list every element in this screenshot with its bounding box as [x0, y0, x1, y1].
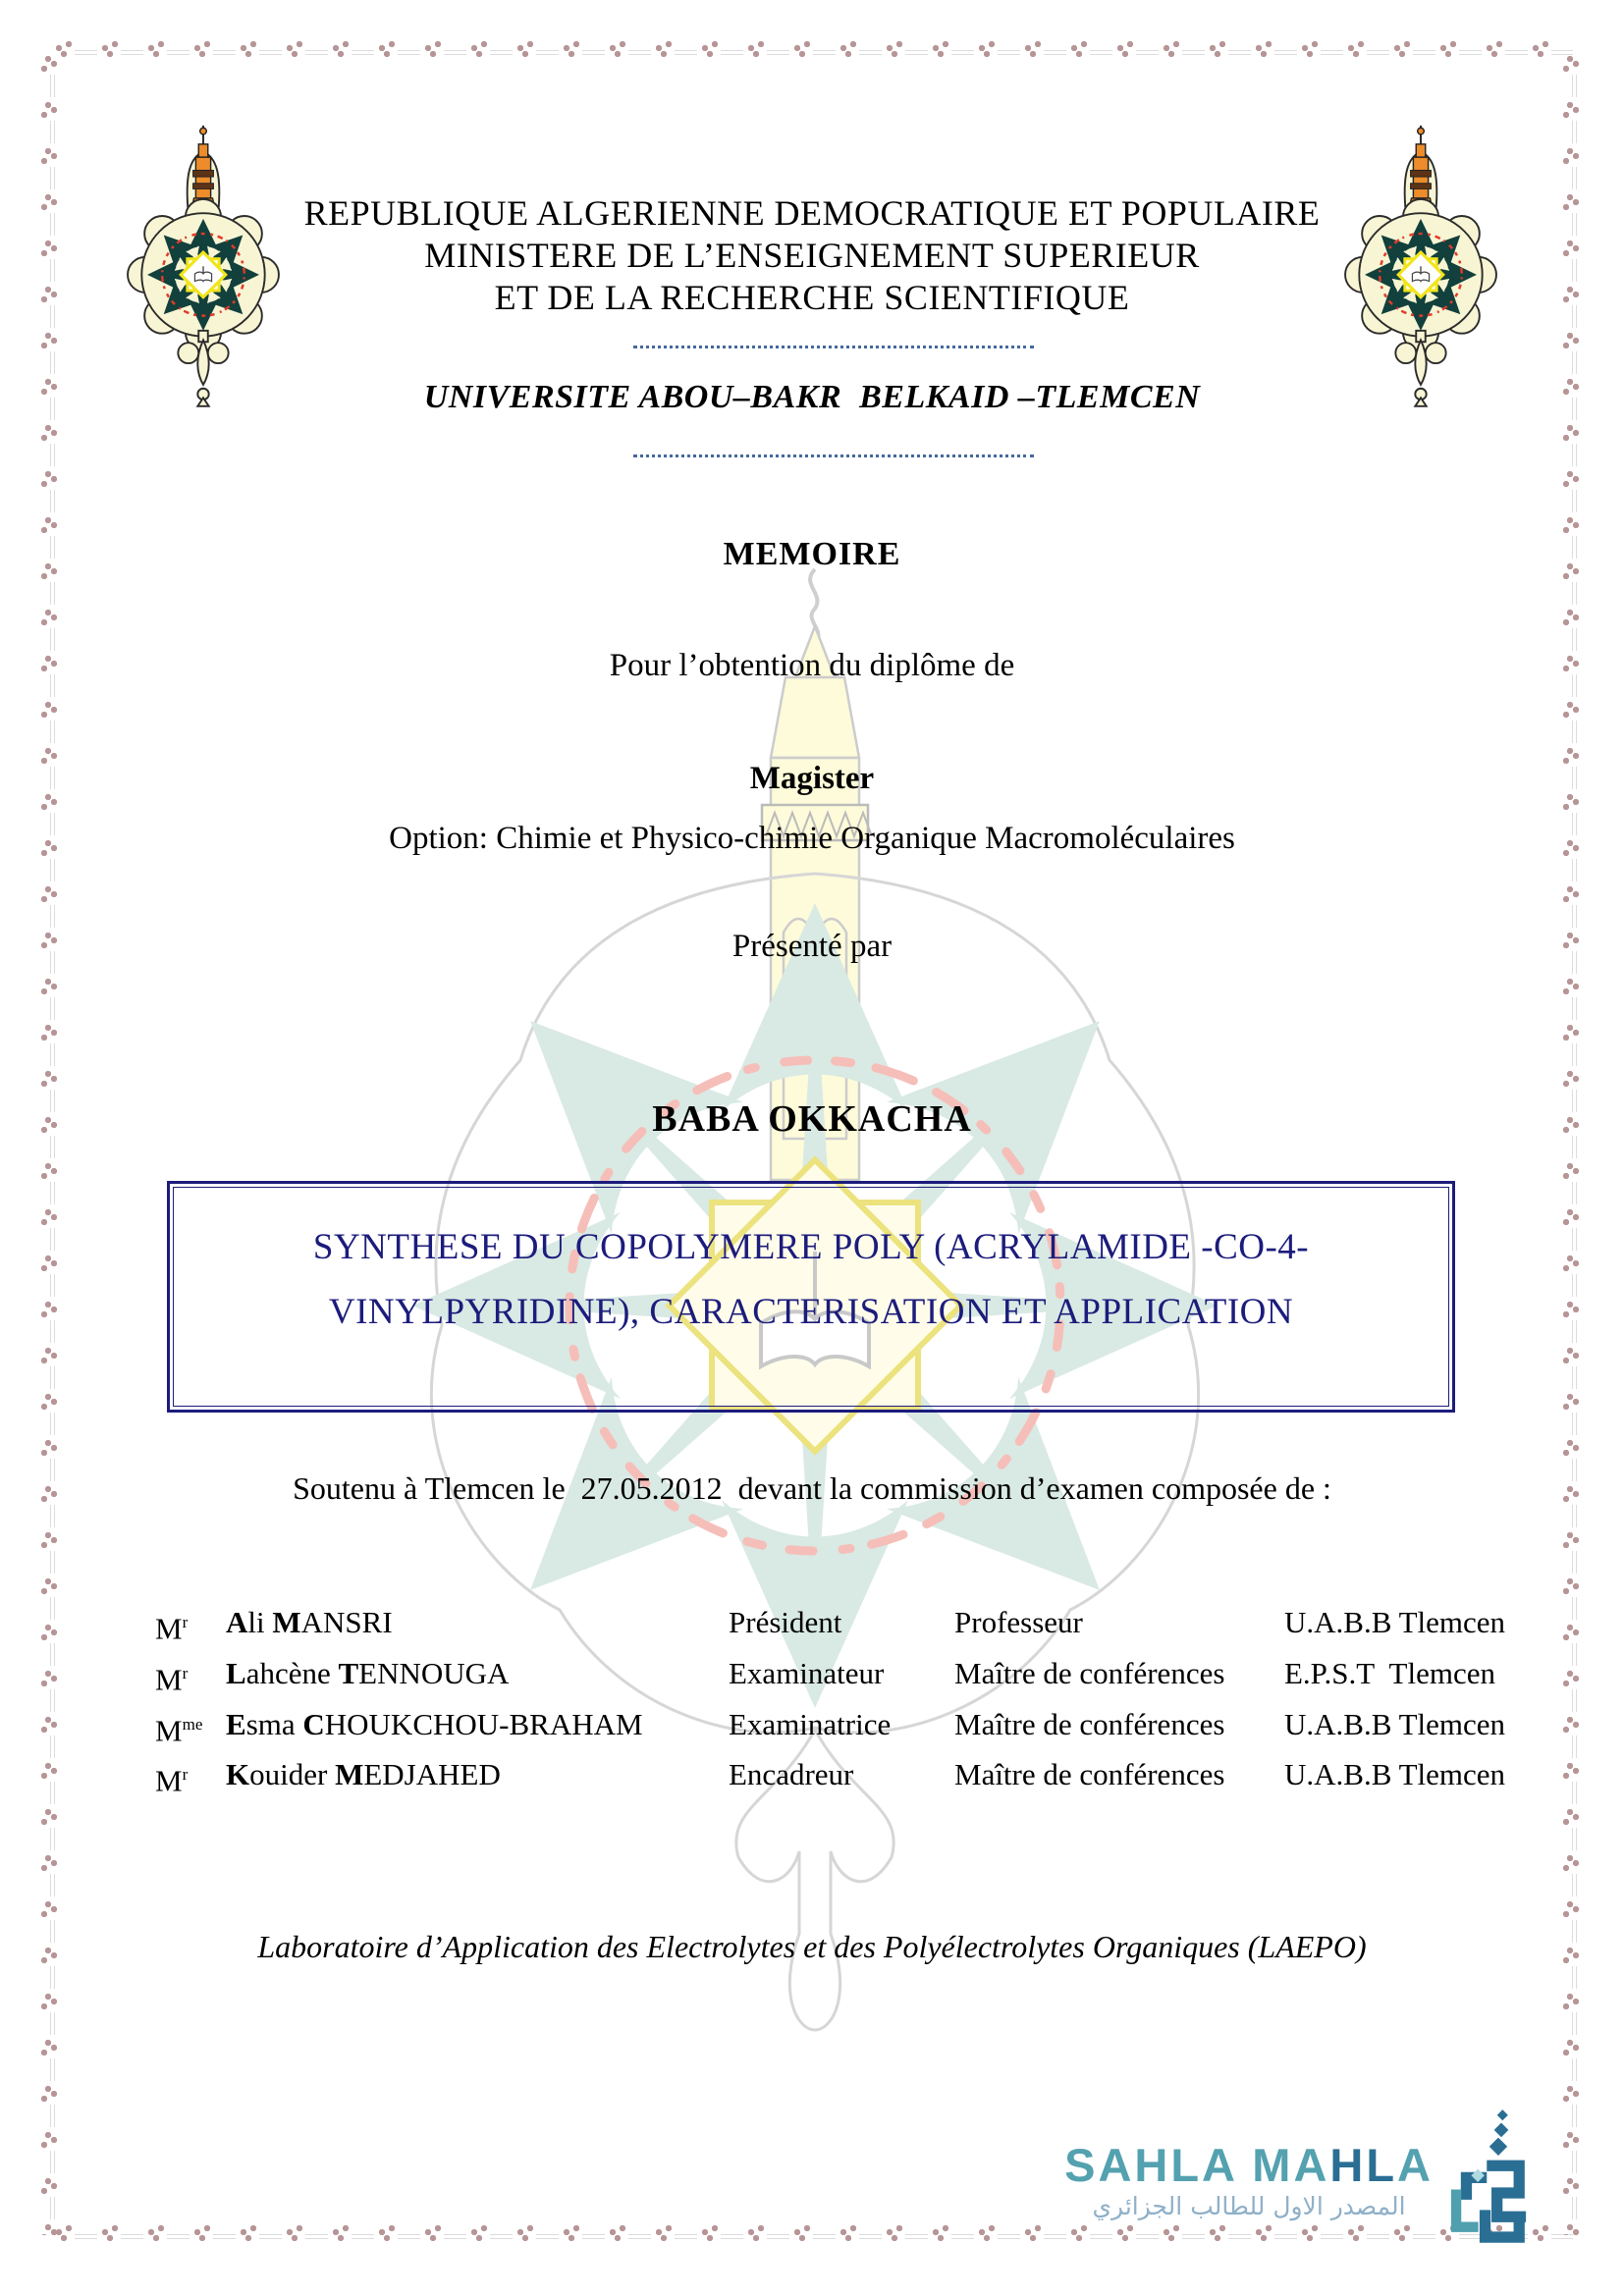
row-institution: U.A.B.B Tlemcen: [1284, 1706, 1506, 1741]
laboratory-line: Laboratoire d’Application des Electrolytes et des Polyélectrolytes Organiques (LAEPO): [257, 1929, 1367, 1964]
row-grade: Maître de conférences: [954, 1655, 1225, 1690]
row-name: Lahcène TENNOUGA: [226, 1655, 510, 1690]
purpose-line: Pour l’obtention du diplôme de: [609, 648, 1015, 683]
row-grade: Maître de conférences: [954, 1706, 1225, 1741]
thesis-title-line-1: SYNTHESE DU COPOLYMERE POLY (ACRYLAMIDE -CO-4-: [312, 1227, 1310, 1267]
row-institution: U.A.B.B Tlemcen: [1284, 1757, 1506, 1792]
degree-name: Magister: [749, 761, 875, 796]
row-role: Examinateur: [729, 1655, 885, 1690]
university-name: UNIVERSITE ABOU–BAKR BELKAID –TLEMCEN: [423, 379, 1201, 415]
row-title: $M^r$: [155, 1611, 189, 1646]
thesis-title-box: [167, 1181, 1455, 1413]
row-institution: U.A.B.B Tlemcen: [1284, 1605, 1506, 1639]
brand-tagline-arabic: المصدر الاول للطالب الجزائري: [1092, 2191, 1406, 2220]
dotted-separator-top: [633, 346, 1034, 348]
row-name: Ali MANSRI: [226, 1605, 393, 1639]
row-role: Encadreur: [729, 1757, 854, 1792]
row-grade: Maître de conférences: [954, 1757, 1225, 1792]
ministry-line-3: ET DE LA RECHERCHE SCIENTIFIQUE: [494, 278, 1130, 317]
defense-line: Soutenu à Tlemcen le 27.05.2012 devant la commission d’examen composée de :: [293, 1470, 1331, 1506]
row-name: Kouider MEDJAHED: [226, 1757, 501, 1792]
dotted-separator-bottom: [633, 454, 1034, 457]
row-role: Examinatrice: [729, 1706, 892, 1741]
ministry-line-2: MINISTERE DE L’ENSEIGNEMENT SUPERIEUR: [424, 236, 1200, 275]
row-grade: Professeur: [954, 1605, 1083, 1639]
row-name: Esma CHOUKCHOU-BRAHAM: [226, 1706, 643, 1741]
brand-wordmark: SAHLA MAHLA: [1064, 2138, 1434, 2191]
presented-by-label: Présenté par: [731, 929, 893, 964]
row-title: $M^{me}$: [155, 1712, 203, 1747]
committee-table: [155, 1600, 1549, 1803]
sahla-mahla-logo: [1064, 2107, 1540, 2254]
document-type: MEMOIRE: [723, 536, 901, 572]
option-line: Option: Chimie et Physico-chimie Organique Macromoléculaires: [389, 821, 1235, 856]
row-institution: E.P.S.T Tlemcen: [1284, 1655, 1495, 1690]
thesis-title-line-2: VINYLPYRIDINE), CARACTERISATION ET APPLICATION: [328, 1292, 1294, 1332]
sahla-mahla-mark: [1437, 2107, 1540, 2254]
author-name: BABA OKKACHA: [652, 1098, 972, 1140]
row-title: $M^r$: [155, 1662, 189, 1697]
row-role: Président: [729, 1605, 842, 1639]
ministry-line-1: REPUBLIQUE ALGERIENNE DEMOCRATIQUE ET POPULAIRE: [303, 193, 1321, 233]
row-title: $M^r$: [155, 1763, 189, 1798]
